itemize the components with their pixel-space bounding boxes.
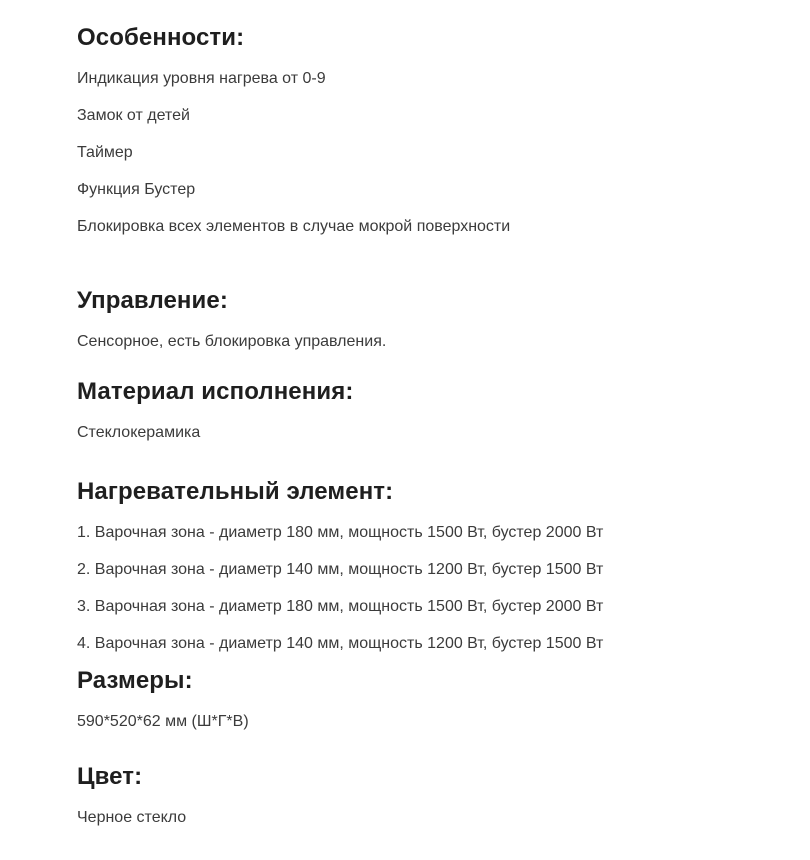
- section-heading-heating-element: Нагревательный элемент:: [77, 478, 394, 505]
- spec-line: Черное стекло: [77, 809, 187, 826]
- spec-line: Стеклокерамика: [77, 424, 201, 441]
- section-heading-control: Управление:: [77, 287, 228, 314]
- section-heating-element: [77, 478, 770, 654]
- section-heading-material: Материал исполнения:: [77, 378, 354, 405]
- heating-zone-item: 4. Варочная зона - диаметр 140 мм, мощность 1200 Вт, бустер 1500 Вт: [77, 635, 604, 652]
- heating-zone-item: 1. Варочная зона - диаметр 180 мм, мощность 1500 Вт, бустер 2000 Вт: [77, 524, 604, 541]
- section-heading-color: Цвет:: [77, 763, 143, 790]
- section-features: [77, 24, 770, 237]
- section-material: [77, 378, 770, 443]
- heating-zone-item: 2. Варочная зона - диаметр 140 мм, мощность 1200 Вт, бустер 1500 Вт: [77, 561, 604, 578]
- spec-line: Сенсорное, есть блокировка управления.: [77, 333, 387, 350]
- feature-item: Индикация уровня нагрева от 0-9: [77, 70, 326, 87]
- feature-item: Блокировка всех элементов в случае мокрой поверхности: [77, 218, 511, 235]
- feature-item: Таймер: [77, 144, 133, 161]
- feature-item: Замок от детей: [77, 107, 190, 124]
- section-dimensions: [77, 667, 770, 732]
- heating-zone-item: 3. Варочная зона - диаметр 180 мм, мощность 1500 Вт, бустер 2000 Вт: [77, 598, 604, 615]
- feature-item: Функция Бустер: [77, 181, 196, 198]
- spec-line: 590*520*62 мм (Ш*Г*В): [77, 713, 249, 730]
- section-control: [77, 287, 770, 352]
- section-heading-dimensions: Размеры:: [77, 667, 193, 694]
- section-heading-features: Особенности:: [77, 24, 245, 51]
- section-color: [77, 763, 770, 828]
